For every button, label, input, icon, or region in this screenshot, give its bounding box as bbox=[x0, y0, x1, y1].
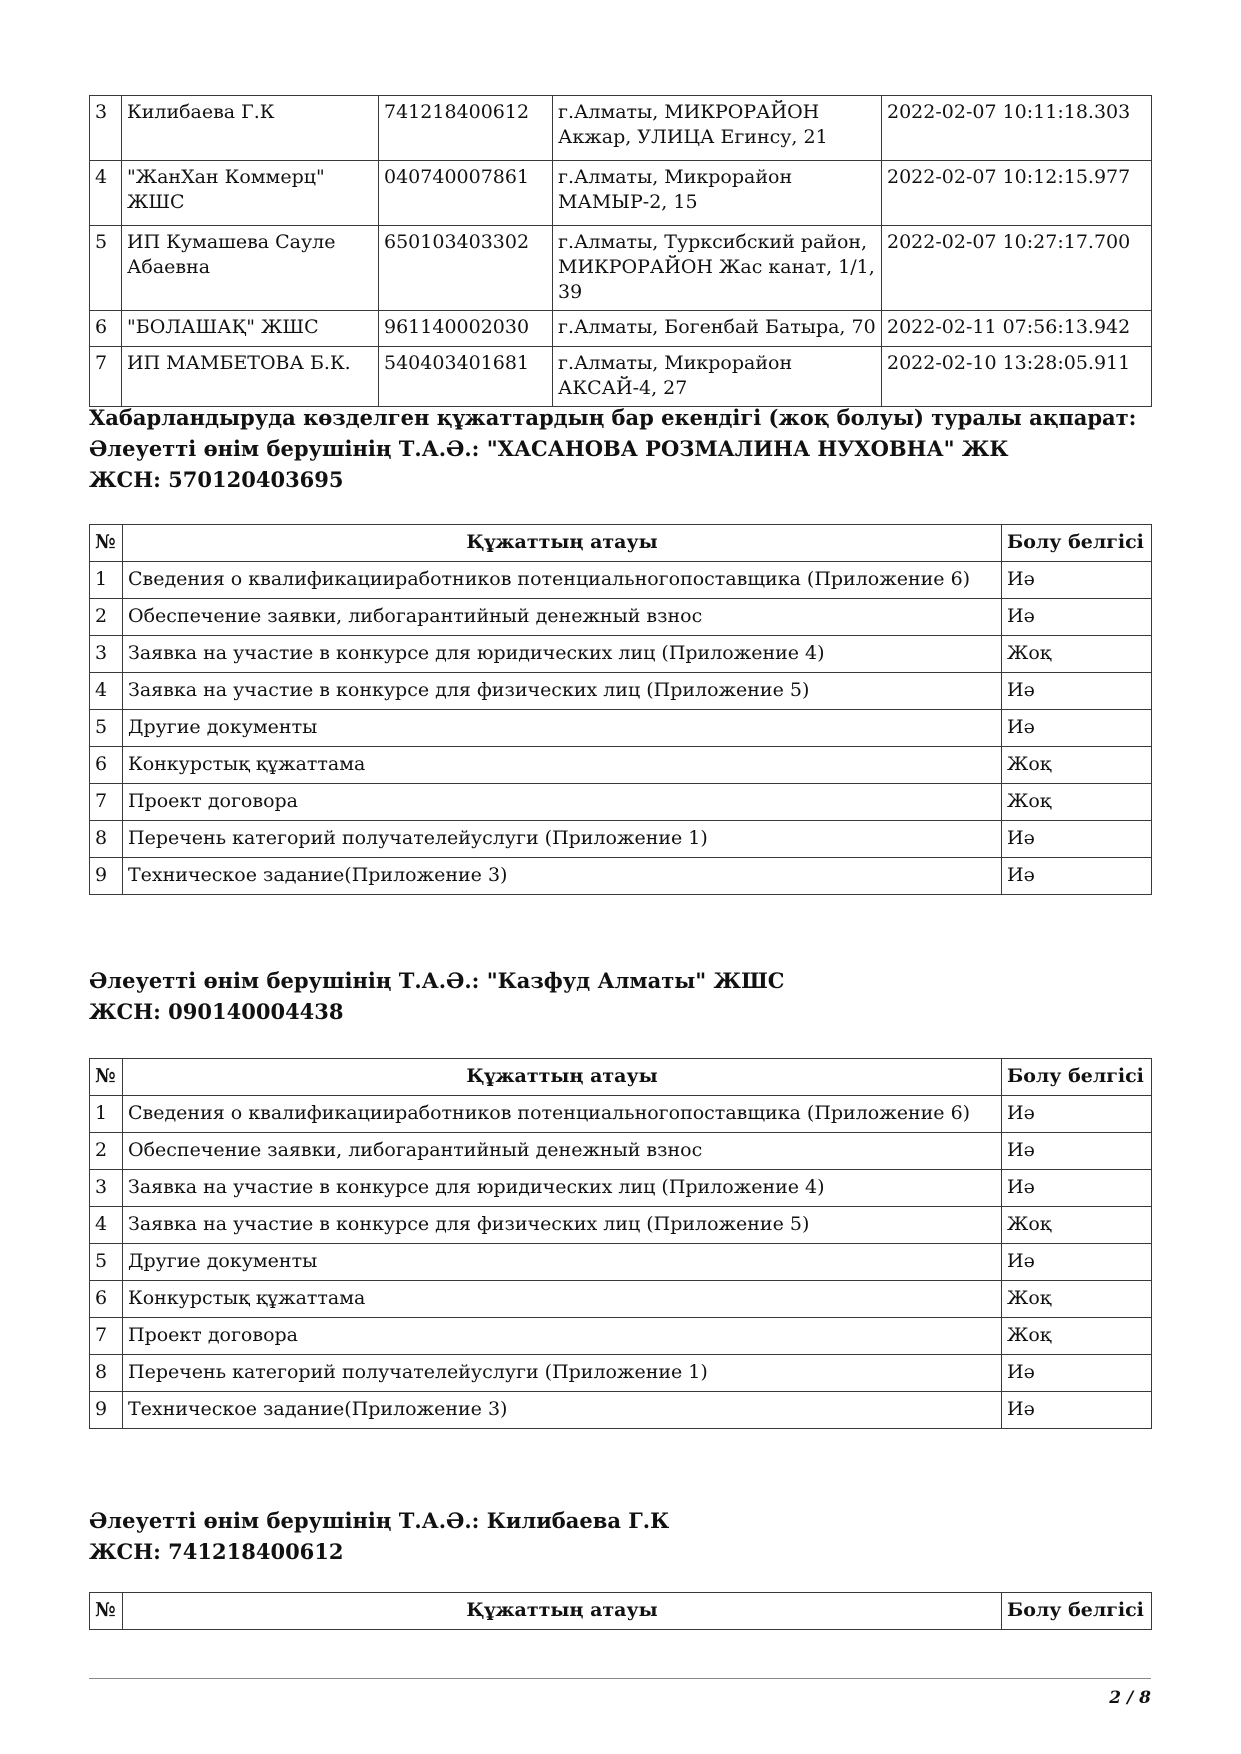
supplier-name: ИП МАМБЕТОВА Б.К. bbox=[122, 347, 379, 407]
supplier-name: ИП Кумашева Сауле Абаевна bbox=[122, 226, 379, 311]
document-name: Проект договора bbox=[123, 1318, 1002, 1355]
supplier-bin: 540403401681 bbox=[379, 347, 553, 407]
table-row bbox=[90, 1281, 1152, 1318]
presence-mark: Иә bbox=[1002, 858, 1152, 895]
table-header-row bbox=[90, 1059, 1152, 1096]
header-document-name: Құжаттың атауы bbox=[123, 1059, 1002, 1096]
header-number: № bbox=[90, 1593, 123, 1630]
table-row bbox=[90, 821, 1152, 858]
table-row bbox=[90, 1318, 1152, 1355]
header-document-name: Құжаттың атауы bbox=[123, 1593, 1002, 1630]
row-number: 8 bbox=[90, 821, 123, 858]
table-row bbox=[90, 636, 1152, 673]
table-row bbox=[90, 1096, 1152, 1133]
presence-mark: Иә bbox=[1002, 1170, 1152, 1207]
row-number: 7 bbox=[90, 1318, 123, 1355]
presence-mark: Иә bbox=[1002, 1244, 1152, 1281]
row-number: 9 bbox=[90, 858, 123, 895]
document-name: Сведения о квалификацииработников потенциальногопоставщика (Приложение 6) bbox=[123, 1096, 1002, 1133]
submission-datetime: 2022-02-10 13:28:05.911 bbox=[882, 347, 1152, 407]
supplier-bin: 741218400612 bbox=[379, 96, 553, 161]
supplier-bin: 040740007861 bbox=[379, 161, 553, 226]
table-row bbox=[90, 311, 1152, 347]
document-name: Проект договора bbox=[123, 784, 1002, 821]
submission-datetime: 2022-02-11 07:56:13.942 bbox=[882, 311, 1152, 347]
document-name: Перечень категорий получателейуслуги (Приложение 1) bbox=[123, 821, 1002, 858]
document-name: Заявка на участие в конкурсе для юридических лиц (Приложение 4) bbox=[123, 1170, 1002, 1207]
table-row bbox=[90, 1392, 1152, 1429]
document-name: Конкурстық құжаттама bbox=[123, 1281, 1002, 1318]
row-number: 2 bbox=[90, 1133, 123, 1170]
header-document-name: Құжаттың атауы bbox=[123, 525, 1002, 562]
presence-mark: Иә bbox=[1002, 821, 1152, 858]
document-name: Заявка на участие в конкурсе для юридических лиц (Приложение 4) bbox=[123, 636, 1002, 673]
row-number: 4 bbox=[90, 1207, 123, 1244]
supplier-name-line: Әлеуетті өнім берушінің Т.А.Ә.: "ХАСАНОВА РОЗМАЛИНА НУХОВНА" ЖК bbox=[89, 436, 1009, 461]
supplier-bin: 961140002030 bbox=[379, 311, 553, 347]
presence-mark: Иә bbox=[1002, 562, 1152, 599]
row-number: 8 bbox=[90, 1355, 123, 1392]
presence-mark: Жоқ bbox=[1002, 1281, 1152, 1318]
document-name: Другие документы bbox=[123, 1244, 1002, 1281]
presence-mark: Жоқ bbox=[1002, 747, 1152, 784]
presence-mark: Иә bbox=[1002, 1096, 1152, 1133]
presence-mark: Иә bbox=[1002, 710, 1152, 747]
table-row bbox=[90, 226, 1152, 311]
document-name: Заявка на участие в конкурсе для физических лиц (Приложение 5) bbox=[123, 1207, 1002, 1244]
supplier-id-line: ЖСН: 741218400612 bbox=[89, 1539, 344, 1564]
supplier-id-line: ЖСН: 570120403695 bbox=[89, 467, 344, 492]
section-heading-1 bbox=[89, 402, 1136, 495]
submission-datetime: 2022-02-07 10:27:17.700 bbox=[882, 226, 1152, 311]
footer-divider bbox=[89, 1678, 1151, 1679]
table-header-row bbox=[90, 1593, 1152, 1630]
documents-table-1 bbox=[89, 524, 1152, 895]
supplier-name: "БОЛАШАҚ" ЖШС bbox=[122, 311, 379, 347]
suppliers-table bbox=[89, 95, 1152, 407]
row-number: 3 bbox=[90, 636, 123, 673]
supplier-name-line: Әлеуетті өнім берушінің Т.А.Ә.: Килибаева Г.К bbox=[89, 1508, 670, 1533]
supplier-address: г.Алматы, Микрорайон АКСАЙ-4, 27 bbox=[553, 347, 882, 407]
supplier-address: г.Алматы, Богенбай Батыра, 70 bbox=[553, 311, 882, 347]
supplier-address: г.Алматы, МИКРОРАЙОН Акжар, УЛИЦА Егинсу, 21 bbox=[553, 96, 882, 161]
document-name: Обеспечение заявки, либогарантийный денежный взнос bbox=[123, 1133, 1002, 1170]
presence-mark: Жоқ bbox=[1002, 784, 1152, 821]
presence-mark: Жоқ bbox=[1002, 636, 1152, 673]
table-row bbox=[90, 1244, 1152, 1281]
table-row bbox=[90, 747, 1152, 784]
document-name: Другие документы bbox=[123, 710, 1002, 747]
document-name: Конкурстық құжаттама bbox=[123, 747, 1002, 784]
table-row bbox=[90, 1207, 1152, 1244]
documents-table-3 bbox=[89, 1592, 1152, 1630]
row-number: 5 bbox=[90, 1244, 123, 1281]
row-number: 5 bbox=[90, 226, 122, 311]
page-number: 2 / 8 bbox=[1109, 1688, 1151, 1708]
submission-datetime: 2022-02-07 10:11:18.303 bbox=[882, 96, 1152, 161]
supplier-address: г.Алматы, Микрорайон МАМЫР-2, 15 bbox=[553, 161, 882, 226]
row-number: 1 bbox=[90, 562, 123, 599]
section-heading-2 bbox=[89, 965, 784, 1027]
table-row bbox=[90, 347, 1152, 407]
supplier-name: Килибаева Г.К bbox=[122, 96, 379, 161]
supplier-name: "ЖанХан Коммерц" ЖШС bbox=[122, 161, 379, 226]
row-number: 6 bbox=[90, 1281, 123, 1318]
document-name: Сведения о квалификацииработников потенциальногопоставщика (Приложение 6) bbox=[123, 562, 1002, 599]
document-name: Техническое задание(Приложение 3) bbox=[123, 1392, 1002, 1429]
document-name: Перечень категорий получателейуслуги (Приложение 1) bbox=[123, 1355, 1002, 1392]
table-row bbox=[90, 673, 1152, 710]
table-header-row bbox=[90, 525, 1152, 562]
suppliers-table-body bbox=[90, 96, 1152, 407]
table-row bbox=[90, 161, 1152, 226]
table-row bbox=[90, 710, 1152, 747]
row-number: 9 bbox=[90, 1392, 123, 1429]
row-number: 3 bbox=[90, 1170, 123, 1207]
row-number: 6 bbox=[90, 747, 123, 784]
row-number: 7 bbox=[90, 784, 123, 821]
table-row bbox=[90, 96, 1152, 161]
supplier-bin: 650103403302 bbox=[379, 226, 553, 311]
header-presence-mark: Болу белгісі bbox=[1002, 1059, 1152, 1096]
header-number: № bbox=[90, 525, 123, 562]
header-number: № bbox=[90, 1059, 123, 1096]
presence-mark: Жоқ bbox=[1002, 1207, 1152, 1244]
presence-mark: Жоқ bbox=[1002, 1318, 1152, 1355]
supplier-address: г.Алматы, Турксибский район, МИКРОРАЙОН Жас канат, 1/1, 39 bbox=[553, 226, 882, 311]
table-row bbox=[90, 1170, 1152, 1207]
document-name: Обеспечение заявки, либогарантийный денежный взнос bbox=[123, 599, 1002, 636]
document-name: Заявка на участие в конкурсе для физических лиц (Приложение 5) bbox=[123, 673, 1002, 710]
supplier-id-line: ЖСН: 090140004438 bbox=[89, 999, 344, 1024]
table-row bbox=[90, 858, 1152, 895]
row-number: 4 bbox=[90, 673, 123, 710]
table-row bbox=[90, 562, 1152, 599]
table-row bbox=[90, 1355, 1152, 1392]
supplier-name-line: Әлеуетті өнім берушінің Т.А.Ә.: "Казфуд Алматы" ЖШС bbox=[89, 968, 785, 993]
section-heading-3 bbox=[89, 1505, 669, 1567]
submission-datetime: 2022-02-07 10:12:15.977 bbox=[882, 161, 1152, 226]
row-number: 2 bbox=[90, 599, 123, 636]
row-number: 3 bbox=[90, 96, 122, 161]
table-row bbox=[90, 599, 1152, 636]
info-heading: Хабарландыруда көзделген құжаттардың бар екендігі (жоқ болуы) туралы ақпарат: bbox=[89, 405, 1137, 430]
row-number: 4 bbox=[90, 161, 122, 226]
documents-table-2 bbox=[89, 1058, 1152, 1429]
header-presence-mark: Болу белгісі bbox=[1002, 525, 1152, 562]
presence-mark: Иә bbox=[1002, 1392, 1152, 1429]
table-row bbox=[90, 1133, 1152, 1170]
row-number: 1 bbox=[90, 1096, 123, 1133]
row-number: 7 bbox=[90, 347, 122, 407]
row-number: 6 bbox=[90, 311, 122, 347]
document-name: Техническое задание(Приложение 3) bbox=[123, 858, 1002, 895]
table-row bbox=[90, 784, 1152, 821]
row-number: 5 bbox=[90, 710, 123, 747]
presence-mark: Иә bbox=[1002, 1133, 1152, 1170]
presence-mark: Иә bbox=[1002, 673, 1152, 710]
presence-mark: Иә bbox=[1002, 1355, 1152, 1392]
presence-mark: Иә bbox=[1002, 599, 1152, 636]
header-presence-mark: Болу белгісі bbox=[1002, 1593, 1152, 1630]
